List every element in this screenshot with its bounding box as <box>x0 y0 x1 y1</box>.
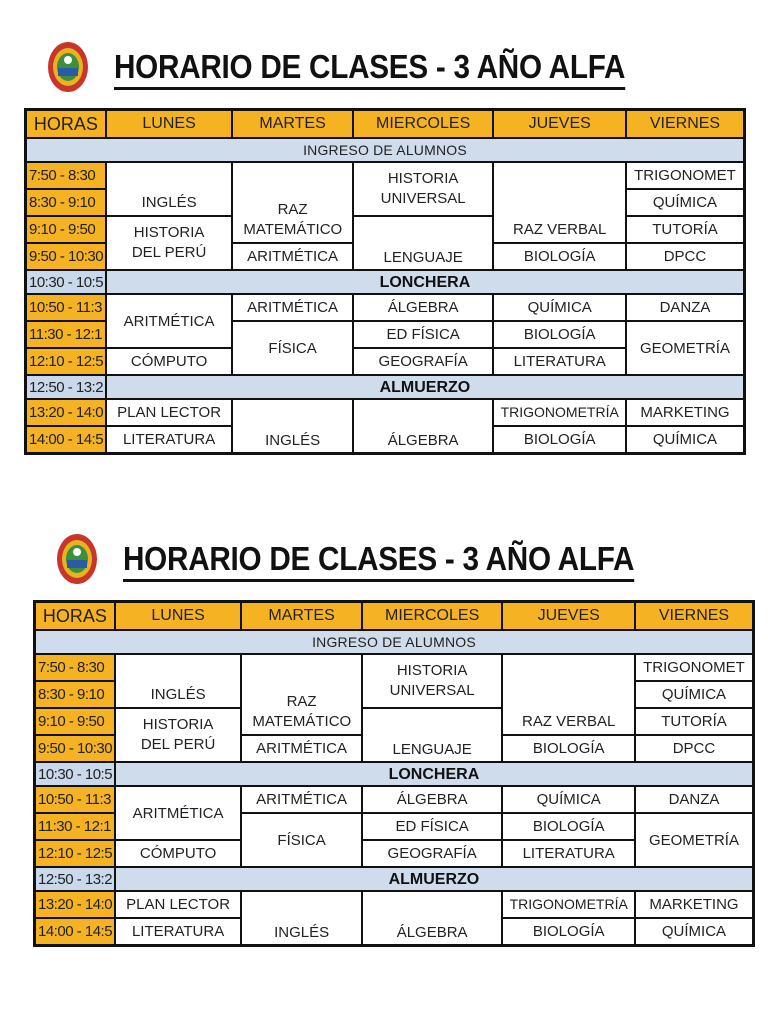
cell-jueves-literatura: LITERATURA <box>502 840 635 867</box>
timetable <box>24 108 746 455</box>
lonchera-band: LONCHERA <box>115 762 754 786</box>
cell-jueves-biologia2: BIOLOGÍA <box>502 813 635 840</box>
cell-lunes-literatura: LITERATURA <box>115 918 242 945</box>
cell-martes-raz: RAZ MATEMÁTICO <box>241 654 362 735</box>
cell-viernes-quimica: QUÍMICA <box>635 681 754 708</box>
hour-cell: 12:10 - 12:5 <box>26 348 106 375</box>
ingreso-band: INGRESO DE ALUMNOS <box>26 138 745 162</box>
hour-cell: 12:10 - 12:5 <box>35 840 115 867</box>
hour-cell: 7:50 - 8:30 <box>35 654 115 681</box>
header-jueves: JUEVES <box>493 110 626 139</box>
cell-viernes-quimica2: QUÍMICA <box>626 426 745 453</box>
cell-martes-raz: RAZ MATEMÁTICO <box>232 162 353 243</box>
cell-martes-fisica: FÍSICA <box>232 321 353 375</box>
title-row <box>33 522 755 600</box>
header-horas: HORAS <box>26 110 106 139</box>
hour-cell: 8:30 - 9:10 <box>26 189 106 216</box>
cell-lunes-aritmetica: ARITMÉTICA <box>106 294 233 348</box>
cell-jueves-biologia: BIOLOGÍA <box>493 243 626 270</box>
header-horas: HORAS <box>35 602 115 631</box>
hour-cell: 7:50 - 8:30 <box>26 162 106 189</box>
almuerzo-band: ALMUERZO <box>115 867 754 891</box>
cell-jueves-raz: RAZ VERBAL <box>493 162 626 243</box>
cell-lunes-plan: PLAN LECTOR <box>106 399 233 426</box>
header-miercoles: MIERCOLES <box>362 602 503 631</box>
cell-viernes-tutoria: TUTORÍA <box>635 708 754 735</box>
cell-lunes-literatura: LITERATURA <box>106 426 233 453</box>
hour-cell: 14:00 - 14:5 <box>26 426 106 453</box>
hour-cell: 12:50 - 13:2 <box>35 867 115 891</box>
cell-martes-aritmetica2: ARITMÉTICA <box>241 786 362 813</box>
cell-lunes-historia: HISTORIA DEL PERÚ <box>106 216 233 270</box>
cell-miercoles-algebra: ÁLGEBRA <box>353 294 494 321</box>
cell-jueves-literatura: LITERATURA <box>493 348 626 375</box>
timetable <box>33 600 755 947</box>
cell-martes-aritmetica2: ARITMÉTICA <box>232 294 353 321</box>
title-row <box>24 30 746 108</box>
cell-miercoles-lenguaje: LENGUAJE <box>362 708 503 762</box>
hour-cell: 12:50 - 13:2 <box>26 375 106 399</box>
cell-viernes-geometria: GEOMETRÍA <box>626 321 745 375</box>
cell-miercoles-algebra2: ÁLGEBRA <box>353 399 494 453</box>
cell-viernes-trig: TRIGONOMET <box>635 654 754 681</box>
ingreso-band: INGRESO DE ALUMNOS <box>35 630 754 654</box>
cell-lunes-computo: CÓMPUTO <box>115 840 242 867</box>
cell-jueves-biologia: BIOLOGÍA <box>502 735 635 762</box>
almuerzo-band: ALMUERZO <box>106 375 745 399</box>
header-viernes: VIERNES <box>626 110 745 139</box>
header-martes: MARTES <box>232 110 353 139</box>
hour-cell: 13:20 - 14:0 <box>26 399 106 426</box>
cell-jueves-quimica: QUÍMICA <box>493 294 626 321</box>
hour-cell: 10:30 - 10:5 <box>35 762 115 786</box>
header-viernes: VIERNES <box>635 602 754 631</box>
cell-lunes-aritmetica: ARITMÉTICA <box>115 786 242 840</box>
hour-cell: 10:50 - 11:3 <box>35 786 115 813</box>
cell-lunes-computo: CÓMPUTO <box>106 348 233 375</box>
hour-cell: 9:10 - 9:50 <box>26 216 106 243</box>
cell-miercoles-algebra2: ÁLGEBRA <box>362 891 503 945</box>
cell-miercoles-geografia: GEOGRAFÍA <box>353 348 494 375</box>
cell-jueves-biologia3: BIOLOGÍA <box>502 918 635 945</box>
hour-cell: 10:30 - 10:5 <box>26 270 106 294</box>
hour-cell: 9:10 - 9:50 <box>35 708 115 735</box>
cell-viernes-danza: DANZA <box>635 786 754 813</box>
hour-cell: 8:30 - 9:10 <box>35 681 115 708</box>
cell-martes-aritmetica: ARITMÉTICA <box>241 735 362 762</box>
cell-viernes-quimica2: QUÍMICA <box>635 918 754 945</box>
cell-jueves-biologia2: BIOLOGÍA <box>493 321 626 348</box>
cell-viernes-tutoria: TUTORÍA <box>626 216 745 243</box>
cell-martes-ingles: INGLÉS <box>232 399 353 453</box>
schedule-copy-1 <box>24 30 746 455</box>
lonchera-band: LONCHERA <box>106 270 745 294</box>
cell-miercoles-algebra: ÁLGEBRA <box>362 786 503 813</box>
header-lunes: LUNES <box>115 602 242 631</box>
cell-viernes-dpcc: DPCC <box>635 735 754 762</box>
cell-lunes-plan: PLAN LECTOR <box>115 891 242 918</box>
cell-viernes-quimica: QUÍMICA <box>626 189 745 216</box>
cell-miercoles-lenguaje: LENGUAJE <box>353 216 494 270</box>
cell-miercoles-edfisica: ED FÍSICA <box>362 813 503 840</box>
cell-viernes-geometria: GEOMETRÍA <box>635 813 754 867</box>
school-crest-icon <box>46 40 90 94</box>
hour-cell: 9:50 - 10:30 <box>35 735 115 762</box>
cell-martes-ingles: INGLÉS <box>241 891 362 945</box>
header-lunes: LUNES <box>106 110 233 139</box>
page-title: HORARIO DE CLASES - 3 AÑO ALFA <box>123 540 634 582</box>
cell-jueves-quimica: QUÍMICA <box>502 786 635 813</box>
header-jueves: JUEVES <box>502 602 635 631</box>
hour-cell: 14:00 - 14:5 <box>35 918 115 945</box>
cell-jueves-trig: TRIGONOMETRÍA <box>493 399 626 426</box>
cell-jueves-biologia3: BIOLOGÍA <box>493 426 626 453</box>
school-crest-icon <box>55 532 99 586</box>
page-title: HORARIO DE CLASES - 3 AÑO ALFA <box>114 48 625 90</box>
hour-cell: 11:30 - 12:1 <box>35 813 115 840</box>
cell-martes-aritmetica: ARITMÉTICA <box>232 243 353 270</box>
hour-cell: 13:20 - 14:0 <box>35 891 115 918</box>
cell-miercoles-geografia: GEOGRAFÍA <box>362 840 503 867</box>
cell-miercoles-historia: HISTORIA UNIVERSAL <box>353 162 494 216</box>
cell-viernes-marketing: MARKETING <box>626 399 745 426</box>
cell-lunes-ingles: INGLÉS <box>115 654 242 708</box>
cell-viernes-marketing: MARKETING <box>635 891 754 918</box>
cell-miercoles-edfisica: ED FÍSICA <box>353 321 494 348</box>
hour-cell: 10:50 - 11:3 <box>26 294 106 321</box>
hour-cell: 9:50 - 10:30 <box>26 243 106 270</box>
cell-viernes-trig: TRIGONOMET <box>626 162 745 189</box>
cell-jueves-raz: RAZ VERBAL <box>502 654 635 735</box>
header-martes: MARTES <box>241 602 362 631</box>
schedule-copy-2 <box>33 522 755 947</box>
cell-martes-fisica: FÍSICA <box>241 813 362 867</box>
cell-lunes-ingles: INGLÉS <box>106 162 233 216</box>
header-miercoles: MIERCOLES <box>353 110 494 139</box>
hour-cell: 11:30 - 12:1 <box>26 321 106 348</box>
cell-viernes-danza: DANZA <box>626 294 745 321</box>
cell-jueves-trig: TRIGONOMETRÍA <box>502 891 635 918</box>
cell-miercoles-historia: HISTORIA UNIVERSAL <box>362 654 503 708</box>
cell-lunes-historia: HISTORIA DEL PERÚ <box>115 708 242 762</box>
cell-viernes-dpcc: DPCC <box>626 243 745 270</box>
